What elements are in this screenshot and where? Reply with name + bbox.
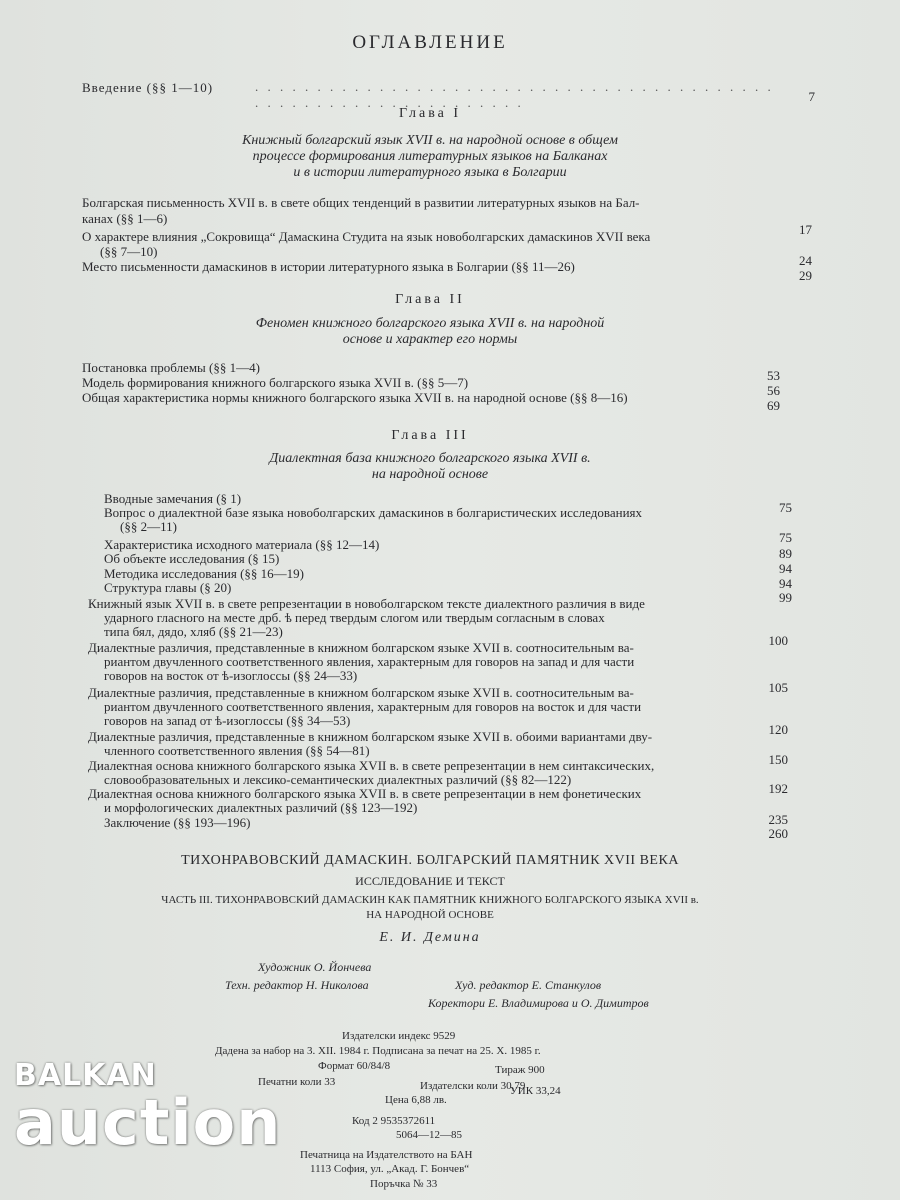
leader-dots: . . . . . . . . . . . . . . . . . . . . . . . . . . . . . . . . . . . . . . . . . . . . . . . . . . . . . . . . . . . . . . . . bbox=[255, 79, 774, 110]
toc-entry-line: Общая характеристика нормы книжного болгарского языка XVII в. на народной основе (§§ 8—16) bbox=[82, 390, 628, 405]
toc-entry-line: Об объекте исследования (§ 15) bbox=[104, 551, 280, 566]
imprint-index: Издателски индекс 9529 bbox=[342, 1030, 456, 1042]
toc-entry-line: словообразовательных и лексико-семантических диалектных различий (§§ 82—122) bbox=[104, 772, 572, 787]
toc-entry-line: типа бял, дядо, хляб (§§ 21—23) bbox=[104, 624, 283, 639]
toc-entry-line: Заключение (§§ 193—196) bbox=[104, 815, 251, 830]
chapter-subtitle-line: Диалектная база книжного болгарского языка XVII в. bbox=[269, 451, 591, 466]
page-number: 94 bbox=[779, 576, 792, 591]
imprint-printer-address: 1113 София, ул. „Акад. Г. Бончев“ bbox=[310, 1163, 470, 1175]
imprint-author: Е. И. Демина bbox=[379, 930, 481, 945]
page-number: 192 bbox=[768, 781, 788, 796]
imprint-subtitle: ИССЛЕДОВАНИЕ И ТЕКСТ bbox=[355, 874, 505, 888]
toc-entry-line: ударного гласного на месте дрб. ѣ перед твердым слогом или твердым согласным в словах bbox=[104, 610, 605, 625]
page-number: 24 bbox=[799, 253, 812, 268]
toc-entry-line: Вводные замечания (§ 1) bbox=[104, 491, 242, 506]
imprint-price: Цена 6,88 лв. bbox=[385, 1094, 447, 1106]
toc-entry-line: Диалектные различия, представленные в книжном болгарском языке XVII в. соотносительным ва- bbox=[88, 640, 634, 655]
chapter-subtitle-line: на народной основе bbox=[371, 467, 489, 482]
page-number: 120 bbox=[768, 722, 788, 737]
chapter-subtitle-line: Книжный болгарский язык XVII в. на народной основе в общем bbox=[242, 133, 618, 148]
toc-entry-line: Диалектная основа книжного болгарского языка XVII в. в свете репрезентации в нем фонетических bbox=[88, 786, 642, 801]
toc-entry-line: риантом двучленного соответственного явления, характерным для говоров на восток и для части bbox=[104, 699, 642, 714]
toc-entry-line: и морфологических диалектных различий (§§ 123—192) bbox=[104, 800, 418, 815]
imprint-printer: Печатница на Издателството на БАН bbox=[300, 1149, 473, 1161]
imprint-part-line: ЧАСТЬ III. ТИХОНРАВОВСКИЙ ДАМАСКИН КАК ПАМЯТНИК КНИЖНОГО БОЛГАРСКОГО ЯЗЫКА XVII в. bbox=[161, 894, 699, 906]
imprint-art-editor: Худ. редактор Е. Станкулов bbox=[455, 978, 602, 992]
toc-entry-line: Диалектная основа книжного болгарского языка XVII в. в свете репрезентации в нем синтаксических, bbox=[88, 758, 655, 773]
toc-entry-line: Структура главы (§ 20) bbox=[104, 580, 232, 595]
toc-entry-line: О характере влияния „Сокровища“ Дамаскина Студита на язык новоболгарских дамаскинов XVII века bbox=[82, 229, 651, 244]
imprint-code: Код 2 9535372611 bbox=[352, 1115, 436, 1127]
toc-entry-line: Модель формирования книжного болгарского языка XVII в. (§§ 5—7) bbox=[82, 375, 469, 390]
imprint-print-run: Тираж 900 bbox=[495, 1064, 545, 1076]
toc-entry-line: риантом двучленного соответственного явления, характерным для говоров на запад и для части bbox=[104, 654, 635, 669]
page-number: 105 bbox=[768, 680, 788, 695]
imprint-order: Поръчка № 33 bbox=[370, 1178, 438, 1190]
page-number: 56 bbox=[767, 383, 780, 398]
page-number: 150 bbox=[768, 752, 788, 767]
toc-entry-line: говоров на восток от ѣ-изоглоссы (§§ 24—33) bbox=[104, 668, 358, 683]
toc-entry-line: Болгарская письменность XVII в. в свете общих тенденций в развитии литературных языков на Бал- bbox=[82, 195, 640, 210]
imprint-format: Формат 60/84/8 bbox=[318, 1060, 391, 1072]
chapter-heading: Глава III bbox=[391, 428, 469, 443]
toc-entry-line: говоров на запад от ѣ-изоглоссы (§§ 34—53) bbox=[104, 713, 351, 728]
toc-title: ОГЛАВЛЕНИЕ bbox=[352, 32, 508, 53]
imprint-tech-editor: Техн. редактор Н. Николова bbox=[225, 978, 369, 992]
toc-entry-line: Книжный язык XVII в. в свете репрезентации в новоболгарском тексте диалектного различия в виде bbox=[88, 596, 645, 611]
toc-entry-line: Характеристика исходного материала (§§ 12—14) bbox=[104, 537, 380, 552]
imprint-artist: Художник О. Йончева bbox=[258, 960, 372, 974]
imprint-part-line: НА НАРОДНОЙ ОСНОВЕ bbox=[366, 909, 494, 921]
toc-entry-line: Постановка проблемы (§§ 1—4) bbox=[82, 360, 260, 375]
toc-entry-line: членного соответственного явления (§§ 54—81) bbox=[104, 743, 370, 758]
imprint-code: 5064—12—85 bbox=[396, 1129, 462, 1141]
page-number: 69 bbox=[767, 398, 780, 413]
page-number: 99 bbox=[779, 590, 792, 605]
page-number: 89 bbox=[779, 546, 792, 561]
page-number: 235 bbox=[768, 812, 788, 827]
page-number: 17 bbox=[799, 222, 812, 237]
toc-entry-line: Диалектные различия, представленные в книжном болгарском языке XVII в. обоими вариантами дву- bbox=[88, 729, 653, 744]
watermark-logo: auction bbox=[14, 1086, 282, 1159]
chapter-subtitle-line: основе и характер его нормы bbox=[342, 332, 518, 347]
page-number: 100 bbox=[768, 633, 788, 648]
toc-entry-intro: Введение (§§ 1—10) bbox=[82, 80, 214, 95]
imprint-uik: УИК 33,24 bbox=[510, 1085, 561, 1097]
chapter-subtitle-line: Феномен книжного болгарского языка XVII в. на народной bbox=[255, 316, 605, 331]
toc-entry-line: (§§ 7—10) bbox=[100, 244, 158, 259]
watermark-logo: BALKAN bbox=[14, 1058, 157, 1093]
chapter-heading: Глава II bbox=[395, 292, 465, 307]
chapter-subtitle-line: и в истории литературного языка в Болгарии bbox=[293, 165, 567, 180]
imprint-print-sheets: Печатни коли 33 bbox=[258, 1076, 336, 1088]
imprint-pub-sheets: Издателски коли 30,79 bbox=[420, 1080, 526, 1092]
toc-entry-line: канах (§§ 1—6) bbox=[82, 211, 168, 226]
page-number: 75 bbox=[779, 530, 792, 545]
page-number: 7 bbox=[808, 89, 815, 104]
chapter-subtitle-line: процессе формирования литературных языков на Балканах bbox=[252, 149, 608, 164]
page-number: 75 bbox=[779, 500, 792, 515]
toc-entry-line: (§§ 2—11) bbox=[120, 519, 177, 534]
page-number: 53 bbox=[767, 368, 780, 383]
page-number: 94 bbox=[779, 561, 792, 576]
imprint-correctors: Коректори Е. Владимирова и О. Димитров bbox=[428, 996, 649, 1010]
toc-entry-line: Методика исследования (§§ 16—19) bbox=[104, 566, 304, 581]
toc-entry-line: Диалектные различия, представленные в книжном болгарском языке XVII в. соотносительным ва- bbox=[88, 685, 634, 700]
toc-entry-line: Место письменности дамаскинов в истории литературного языка в Болгарии (§§ 11—26) bbox=[82, 259, 575, 274]
imprint-title: ТИХОНРАВОВСКИЙ ДАМАСКИН. БОЛГАРСКИЙ ПАМЯТНИК XVII ВЕКА bbox=[181, 853, 679, 868]
page-number: 260 bbox=[768, 826, 788, 841]
imprint-dates: Дадена за набор на 3. XII. 1984 г. Подписана за печат на 25. X. 1985 г. bbox=[215, 1045, 541, 1057]
page-number: 29 bbox=[799, 268, 812, 283]
toc-entry-line: Вопрос о диалектной базе языка новоболгарских дамаскинов в болгаристических исследованиях bbox=[104, 505, 643, 520]
chapter-heading: Глава I bbox=[398, 106, 462, 121]
